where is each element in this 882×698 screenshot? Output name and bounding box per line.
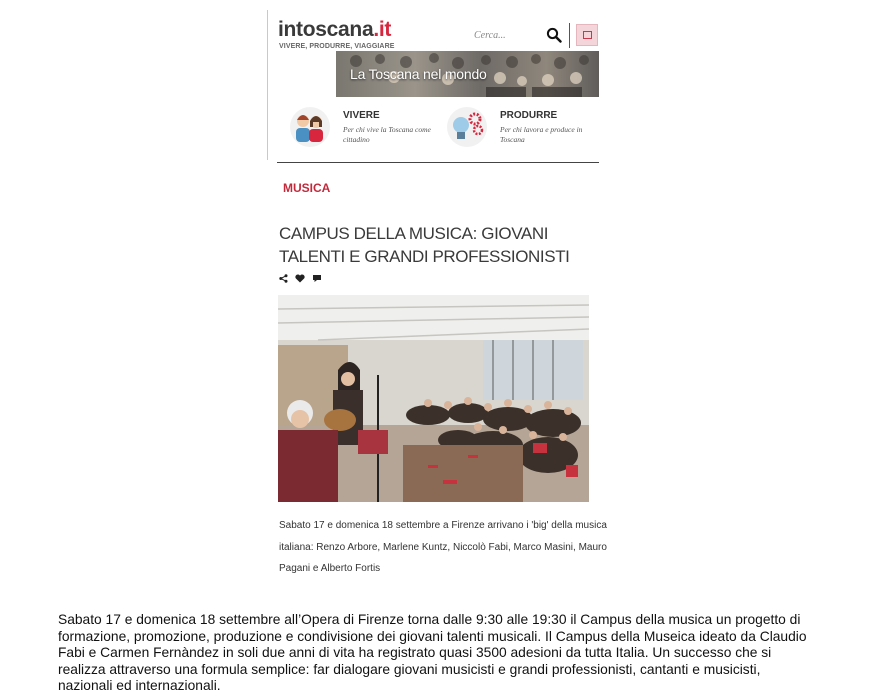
heart-icon[interactable]	[295, 274, 305, 283]
article-headline: CAMPUS DELLA MUSICA: GIOVANI TALENTI E GRANDI PROFESSIONISTI	[279, 224, 570, 266]
category-vivere[interactable]	[289, 106, 439, 154]
search-input[interactable]: Cerca...	[474, 30, 506, 41]
share-icon[interactable]	[279, 274, 288, 283]
article-photo	[278, 295, 589, 502]
body-paragraph: Sabato 17 e domenica 18 settembre all’Opera di Firenze torna dalle 9:30 alle 19:30 il Campus della musica un progetto di formazione, promozione, produzione e condivisione dei giovani talenti musicali. Il Campus della Museica ideato da Claudio Fabi e Carmen Fernàndez in soli due anni di vita ha registrato quasi 3500 adesioni da tutta Italia. Un successo che si realizza attraverso una formula semplice: far dialogare giovani musicisti e grandi professionisti, cantanti e musicisti, nazionali ed internazionali.	[58, 612, 807, 693]
clipping-edge	[267, 10, 268, 160]
section-divider	[277, 162, 599, 163]
section-label[interactable]: MUSICA	[283, 181, 331, 195]
category-title: VIVERE	[343, 110, 380, 121]
category-produrre[interactable]	[446, 106, 596, 154]
article-actions	[279, 274, 322, 283]
menu-button[interactable]	[576, 24, 598, 46]
banner-title: La Toscana nel mondo	[350, 66, 487, 82]
article-summary: Sabato 17 e domenica 18 settembre a Firenze arrivano i 'big' della musica italiana: Renzo Arbore, Marlene Kuntz, Niccolò Fabi, Marco Masini, Mauro Pagani e Alberto Fortis	[279, 520, 607, 574]
category-description: Per chi vive la Toscana come cittadino	[343, 125, 431, 144]
comment-icon[interactable]	[312, 274, 322, 283]
site-logo[interactable]: intoscana.it	[278, 18, 392, 41]
menu-icon	[583, 31, 592, 39]
lightbulb-gear-icon	[446, 106, 488, 148]
category-description: Per chi lavora e produce in Toscana	[500, 125, 583, 144]
search-icon[interactable]	[546, 27, 562, 43]
site-tagline: VIVERE, PRODURRE, VIAGGIARE	[279, 43, 395, 50]
article-clipping	[267, 10, 607, 582]
banner[interactable]	[336, 51, 599, 97]
people-icon	[289, 106, 331, 148]
header-divider	[569, 23, 570, 48]
category-title: PRODURRE	[500, 110, 558, 121]
